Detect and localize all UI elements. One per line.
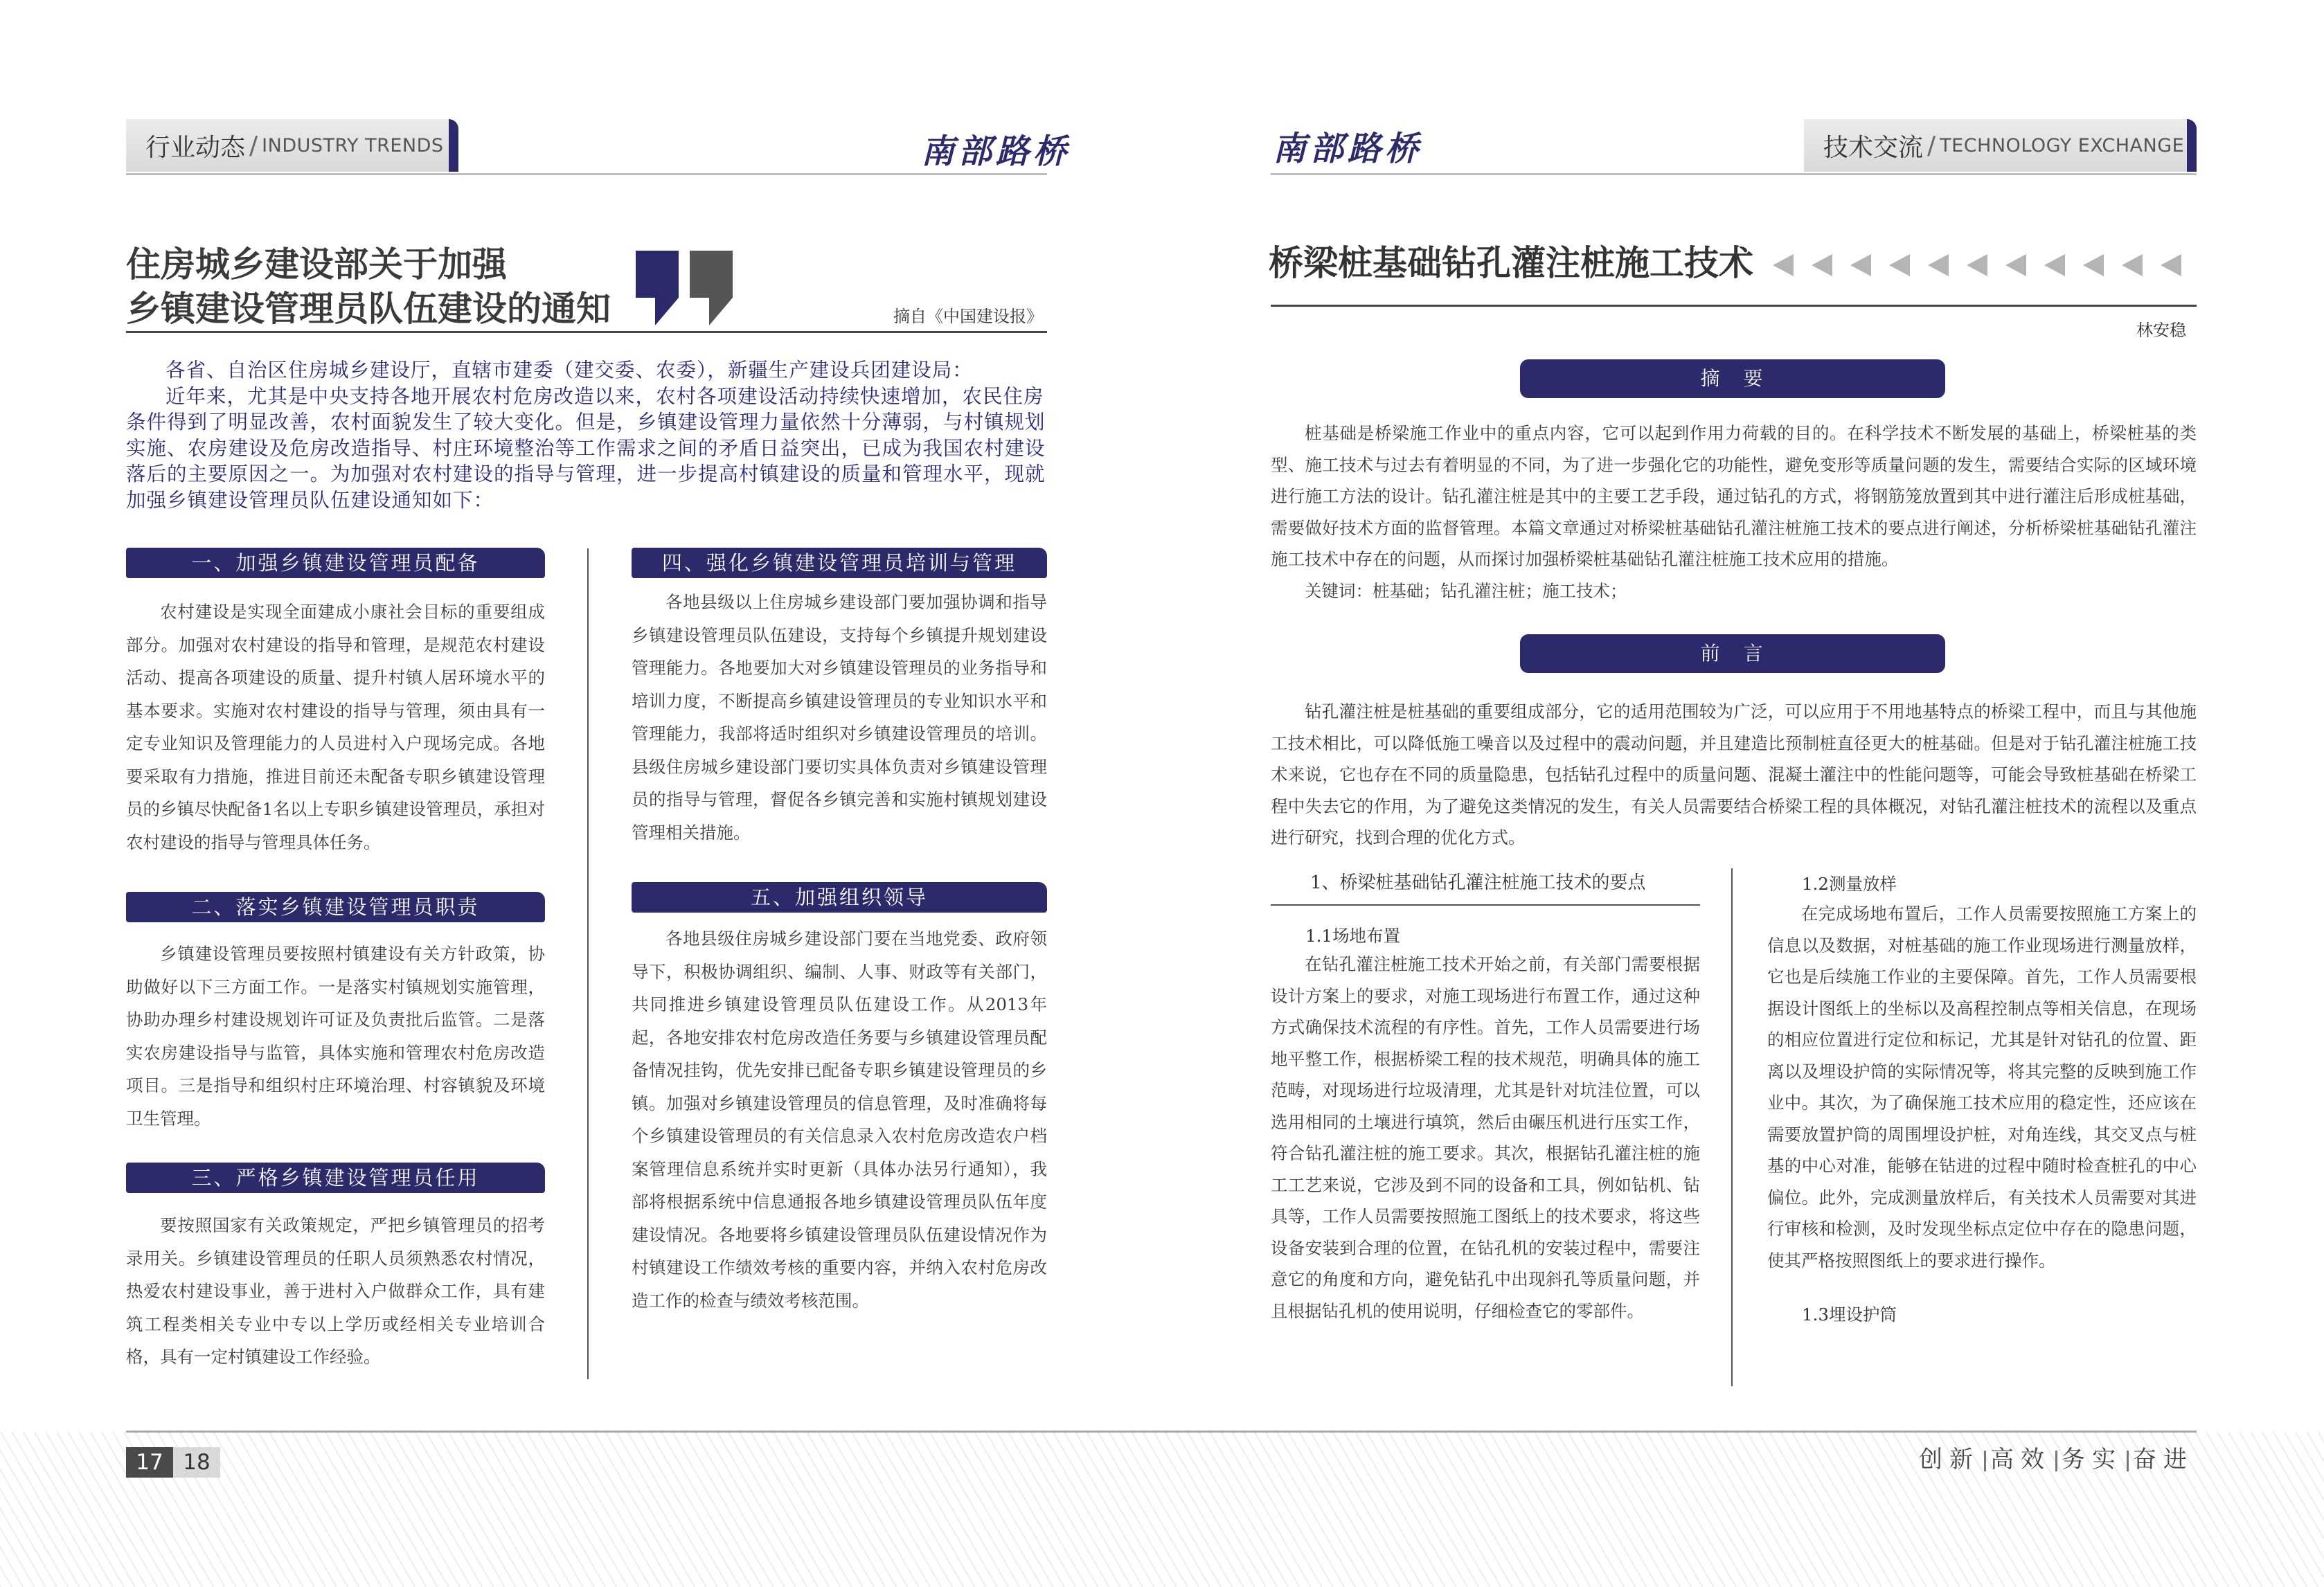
- section-body-3: [126, 1209, 545, 1374]
- article-title: [126, 242, 625, 331]
- section-tab-slash: /: [249, 131, 258, 160]
- subsection-body-1-2: [1767, 898, 2197, 1276]
- motto-word: 奋进: [2133, 1446, 2194, 1473]
- paragraph: 钻孔灌注桩是桩基础的重要组成部分，它的适用范围较为广泛，可以应用于不用地基特点的桥梁工程中，而且与其他施工技术相比，可以降低施工噪音以及过程中的震动问题，并且建造比预制桩直径更大的桩基础。但是对于钻孔灌注桩施工技术来说，它也存在不同的质量隐患，包括钻孔过程中的质量问题、混凝土灌注中的性能问题等，可能会导致桩基础在桥梁工程中失去它的作用，为了避免这类情况的发生，有关人员需要结合桥梁工程的具体概况，对钻孔灌注桩技术的流程以及重点进行研究，找到合理的优化方式。: [1271, 701, 2197, 848]
- article-title-line-1: 住房城乡建设部关于加强: [126, 244, 507, 285]
- section-tab-en: INDUSTRY TRENDS: [262, 134, 444, 156]
- motto-word: 高效: [1990, 1446, 2051, 1473]
- tech-article-title: 桥梁桩基础钻孔灌注桩施工技术: [1269, 243, 1753, 283]
- arrow-row-icon: [1773, 253, 2197, 278]
- section-heading-3: 三、严格乡镇建设管理员任用: [126, 1163, 545, 1193]
- paragraph: 各地县级住房城乡建设部门要在当地党委、政府领导下，积极协调组织、编制、人事、财政等有关部门，共同推进乡镇建设管理员队伍建设工作。从2013年起，各地安排农村危房改造任务要与乡镇建设管理员配备情况挂钩，优先安排已配备专职乡镇建设管理员的乡镇。加强对乡镇建设管理员的信息管理，及时准确将每个乡镇建设管理员的有关信息录入农村危房改造农户档案管理信息系统并实时更新（具体办法另行通知），我部将根据系统中信息通报各地乡镇建设管理员队伍年度建设情况。各地要将乡镇建设管理员队伍建设情况作为村镇建设工作绩效考核的重要内容，并纳入农村危房改造工作的检查与绩效考核范围。: [632, 929, 1047, 1311]
- brand-logo-left: 南部路桥: [921, 132, 1071, 171]
- paragraph: 各地县级以上住房城乡建设部门要加强协调和指导乡镇建设管理员队伍建设，支持每个乡镇提升规划建设管理能力。各地要加大对乡镇建设管理员的业务指导和培训力度，不断提高乡镇建设管理员的专业知识水平和管理能力，我部将适时组织对乡镇建设管理员的培训。县级住房城乡建设部门要切实具体负责对乡镇建设管理员的指导与管理，督促各乡镇完善和实施村镇规划建设管理相关措施。: [632, 592, 1047, 843]
- section-tab-zh: 技术交流: [1823, 133, 1924, 162]
- paragraph: 在钻孔灌注桩施工技术开始之前，有关部门需要根据设计方案上的要求，对施工现场进行布置工作，通过这种方式确保技术流程的有序性。首先，工作人员需要进行场地平整工作，根据桥梁工程的技术规范，明确具体的施工范畴，对现场进行垃圾清理，尤其是针对坑洼位置，可以选用相同的土壤进行填筑，然后由碾压机进行压实工作，符合钻孔灌注桩的施工要求。其次，根据钻孔灌注桩的施工工艺来说，它涉及到不同的设备和工具，例如钻机、钻具等，工作人员需要按照施工图纸上的技术要求，将这些设备安装到合理的位置，在钻孔机的安装过程中，需要注意它的角度和方向，避免钻孔中出现斜孔等质量问题，并且根据钻孔机的使用说明，仔细检查它的零部件。: [1271, 954, 1700, 1321]
- abstract-text: [1271, 418, 2197, 607]
- motto-separator: [1984, 1451, 1986, 1471]
- section-rule: [1271, 904, 1700, 906]
- subsection-heading-1-2: 1.2测量放样: [1802, 874, 1897, 894]
- footer-rule: [126, 1431, 2197, 1433]
- motto-separator: [2127, 1451, 2129, 1471]
- paragraph: 桩基础是桥梁施工作业中的重点内容，它可以起到作用力荷载的目的。在科学技术不断发展的基础上，桥梁桩基的类型、施工技术与过去有着明显的不同，为了进一步强化它的功能性，避免变形等质量问题的发生，需要结合实际的区域环境进行施工方法的设计。钻孔灌注桩是其中的主要工艺手段，通过钻孔的方式，将钢筋笼放置到其中进行灌注后形成桩基础，需要做好技术方面的监督管理。本篇文章通过对桥梁桩基础钻孔灌注桩施工技术的要点进行阐述，分析桥梁桩基础钻孔灌注施工技术中存在的问题，从而探讨加强桥梁桩基础钻孔灌注桩施工技术应用的措施。: [1271, 423, 2197, 569]
- section-tab-technology-exchange: [1804, 119, 2197, 172]
- column-divider-left: [587, 548, 589, 1379]
- section-tab-industry-trends: [126, 119, 458, 172]
- preface-text: [1271, 696, 2197, 854]
- header-rule-right: [1271, 173, 2197, 175]
- page-number-right: 18: [173, 1447, 220, 1478]
- subsection-body-1-1: [1271, 949, 1700, 1327]
- section-heading-4: 四、强化乡镇建设管理员培训与管理: [632, 548, 1047, 578]
- subsection-heading-1-3: 1.3埋设护筒: [1802, 1304, 1897, 1325]
- paragraph: 在完成场地布置后，工作人员需要按照施工方案上的信息以及数据，对桩基础的施工作业现场进行测量放样，它也是后续施工作业的主要保障。首先，工作人员需要根据设计图纸上的坐标以及高程控制点等相关信息，在现场的相应位置进行定位和标记，尤其是针对钻孔的位置、距离以及埋设护筒的实际情况等，将其完整的反映到施工作业中。其次，为了确保施工技术应用的稳定性，还应该在需要放置护筒的周围埋设护桩，对角连线，其交叉点与桩基的中心对准，能够在钻进的过程中随时检查桩孔的中心偏位。此外，完成测量放样后，有关技术人员需要对其进行审核和检测，及时发现坐标点定位中存在的隐患问题，使其严格按照图纸上的要求进行操作。: [1767, 904, 2197, 1271]
- author-name: 林安稳: [2136, 321, 2186, 340]
- paragraph: 农村建设是实现全面建成小康社会目标的重要组成部分。加强对农村建设的指导和管理，是规范农村建设活动、提高各项建设的质量、提升村镇人居环境水平的基本要求。实施对农村建设的指导与管理，须由具有一定专业知识及管理能力的人员进村入户现场完成。各地要采取有力措施，推进目前还未配备专职乡镇建设管理员的乡镇尽快配备1名以上专职乡镇建设管理员，承担对农村建设的指导与管理具体任务。: [126, 602, 545, 852]
- quote-mark-icon: [636, 251, 736, 327]
- paragraph: 要按照国家有关政策规定，严把乡镇管理员的招考录用关。乡镇建设管理员的任职人员须熟悉农村情况，热爱农村建设事业，善于进村入户做群众工作，具有建筑工程类相关专业中专以上学历或经相关专业培训合格，具有一定村镇建设工作经验。: [126, 1215, 545, 1367]
- brand-logo-right: 南部路桥: [1273, 129, 1423, 168]
- section-tab-slash: /: [1927, 131, 1936, 160]
- section-body-4: [632, 586, 1047, 849]
- motto-word: 创新: [1919, 1446, 1980, 1473]
- article-source: 摘自《中国建设报》: [893, 307, 1043, 326]
- preface-heading: 前 言: [1520, 634, 1945, 673]
- title-rule-left: [126, 331, 1047, 333]
- section-heading-5: 五、加强组织领导: [632, 882, 1047, 913]
- section-heading-tech-1: 1、桥梁桩基础钻孔灌注桩施工技术的要点: [1310, 872, 1646, 893]
- motto-separator: [2055, 1451, 2057, 1471]
- header-rule-left: [126, 173, 1047, 175]
- section-body-2: [126, 938, 545, 1135]
- footer-motto: [1919, 1440, 2194, 1474]
- section-body-1: [126, 595, 545, 859]
- intro-text: [126, 357, 1047, 513]
- intro-paragraph: 近年来，尤其是中央支持各地开展农村危房改造以来，农村各项建设活动持续快速增加，农民住房条件得到了明显改善，农村面貌发生了较大变化。但是，乡镇建设管理力量依然十分薄弱，与村镇规划实施、农房建设及危房改造指导、村庄环境整治等工作需求之间的矛盾日益突出，已成为我国农村建设落后的主要原因之一。为加强对农村建设的指导与管理，进一步提高村镇建设的质量和管理水平，现就加强乡镇建设管理员队伍建设通知如下：: [126, 384, 1046, 512]
- article-title-line-2: 乡镇建设管理员队伍建设的通知: [126, 289, 611, 329]
- keywords: 关键词：桩基础；钻孔灌注桩；施工技术；: [1305, 580, 1627, 601]
- section-heading-1: 一、加强乡镇建设管理员配备: [126, 548, 545, 578]
- page-number-left: 17: [126, 1447, 173, 1478]
- subsection-heading-1-1: 1.1场地布置: [1305, 926, 1400, 946]
- section-heading-2: 二、落实乡镇建设管理员职责: [126, 892, 545, 922]
- intro-paragraph: 各省、自治区住房城乡建设厅，直辖市建委（建交委、农委），新疆生产建设兵团建设局：: [166, 359, 973, 382]
- paragraph: 乡镇建设管理员要按照村镇建设有关方针政策，协助做好以下三方面工作。一是落实村镇规划实施管理，协助办理乡村建设规划许可证及负责批后监管。二是落实农房建设指导与监管，具体实施和管理农村危房改造项目。三是指导和组织村庄环境治理、村容镇貌及环境卫生管理。: [126, 944, 545, 1129]
- section-body-5: [632, 922, 1047, 1317]
- abstract-heading: 摘 要: [1520, 359, 1945, 398]
- title-rule-right: [1271, 305, 2197, 307]
- column-divider-right: [1731, 868, 1733, 1386]
- section-tab-en: TECHNOLOGY EXCHANGE: [1940, 134, 2185, 156]
- motto-word: 务实: [2062, 1446, 2122, 1473]
- section-tab-zh: 行业动态: [145, 133, 246, 162]
